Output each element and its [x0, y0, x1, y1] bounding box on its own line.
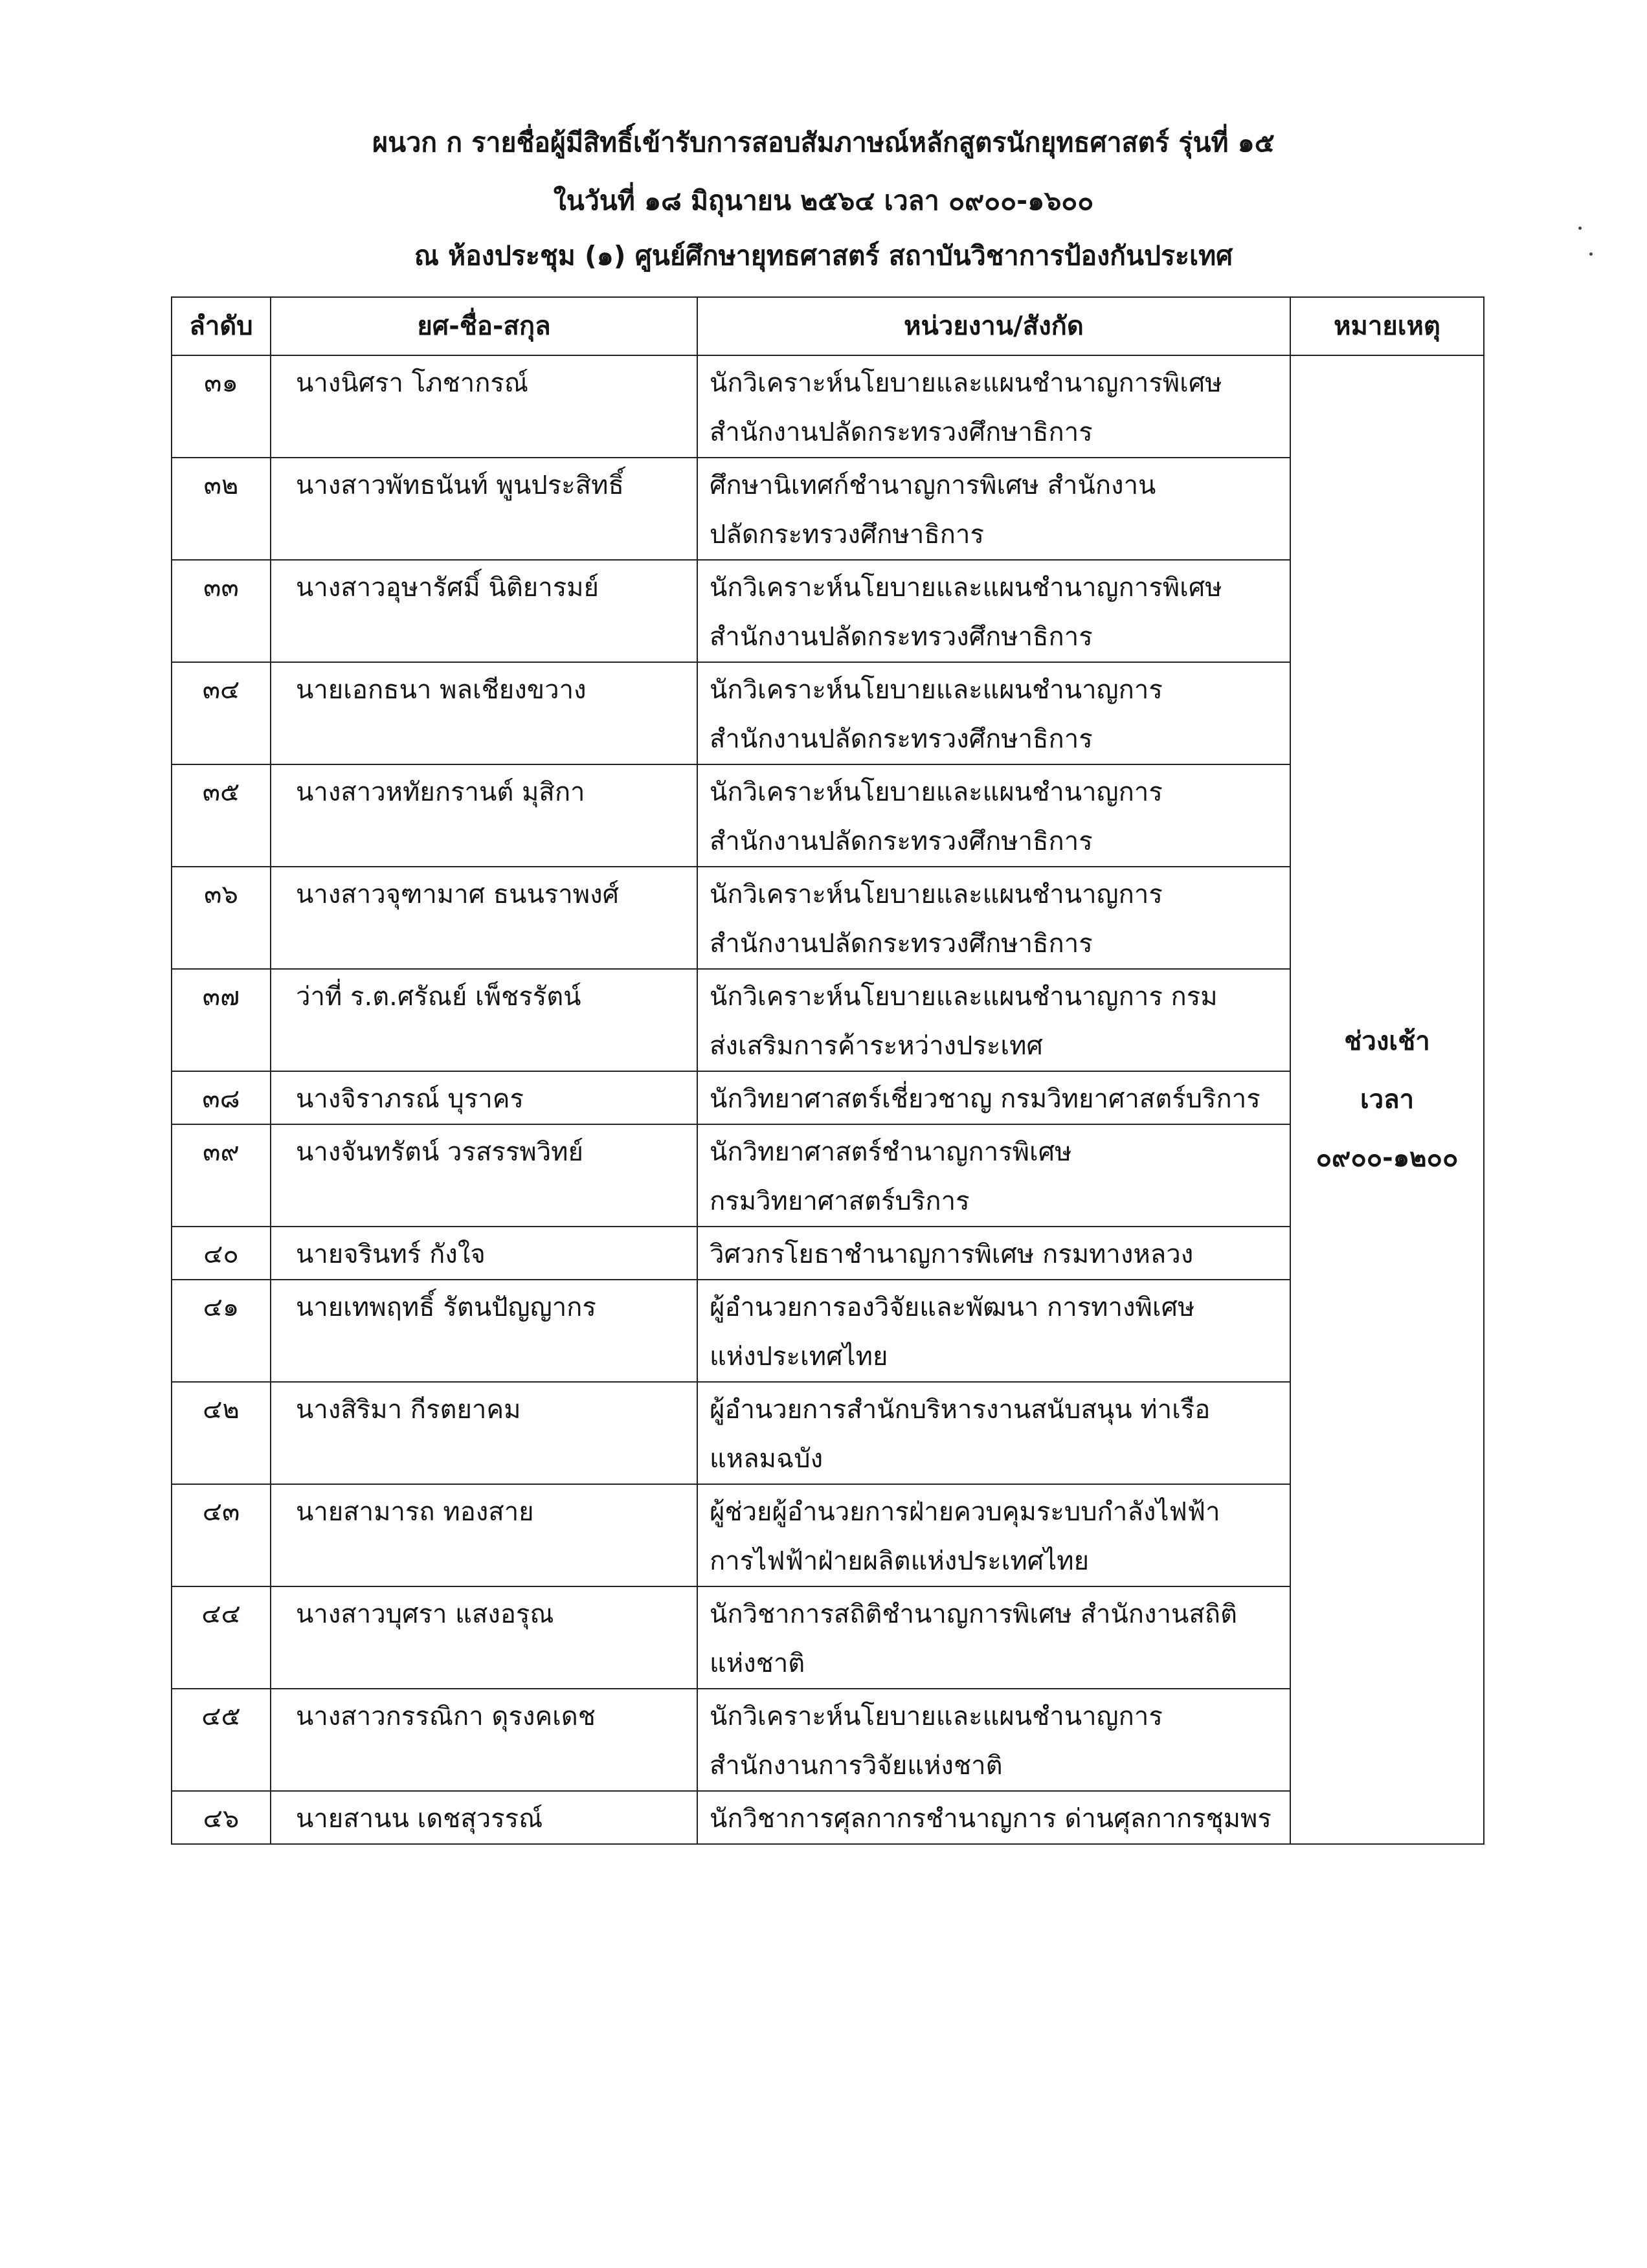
candidate-name: นางสาวหทัยกรานต์ มุสิกา: [271, 764, 697, 867]
department-line: นักวิเคราะห์นโยบายและแผนชำนาญการ กรม: [710, 982, 1218, 1012]
table-row: [172, 1791, 1484, 1844]
candidate-department: [697, 1484, 1290, 1586]
table-row: [172, 1071, 1484, 1124]
department-line: นักวิทยาศาสตร์ชำนาญการพิเศษ: [710, 1137, 1072, 1167]
department-line: สำนักงานการวิจัยแห่งชาติ: [710, 1751, 1003, 1781]
candidate-name: ว่าที่ ร.ต.ศรัณย์ เพ็ชรรัตน์: [271, 969, 697, 1071]
document-title-line-3: ณ ห้องประชุม (๑) ศูนย์ศึกษายุทธศาสตร์ สถาบันวิชาการป้องกันประเทศ: [414, 240, 1233, 271]
column-header-remark: หมายเหตุ: [1290, 297, 1484, 355]
scan-speck: [1578, 227, 1582, 230]
department-line: วิศวกรโยธาชำนาญการพิเศษ กรมทางหลวง: [710, 1240, 1194, 1269]
department-line: แห่งชาติ: [710, 1649, 805, 1678]
candidate-name: นางสาวพัทธนันท์ พูนประสิทธิ์: [271, 458, 697, 560]
row-number: ๓๒: [172, 458, 271, 560]
department-line: ผู้ช่วยผู้อำนวยการฝ่ายควบคุมระบบกำลังไฟฟ้า: [710, 1497, 1220, 1527]
row-number: ๔๓: [172, 1484, 271, 1586]
table-row: [172, 662, 1484, 764]
candidate-name: นางจิราภรณ์ บุราคร: [271, 1071, 697, 1124]
candidate-department: [697, 458, 1290, 560]
row-number: ๔๕: [172, 1689, 271, 1791]
candidate-department: [697, 1280, 1290, 1382]
column-header-no: ลำดับ: [172, 297, 271, 355]
row-number: ๔๔: [172, 1586, 271, 1689]
row-number: ๔๖: [172, 1791, 271, 1844]
table-row: [172, 1227, 1484, 1280]
candidate-department: [697, 764, 1290, 867]
department-line: นักวิทยาศาสตร์เชี่ยวชาญ กรมวิทยาศาสตร์บริการ: [710, 1084, 1260, 1114]
candidate-department: [697, 867, 1290, 969]
department-line: นักวิชาการสถิติชำนาญการพิเศษ สำนักงานสถิติ: [710, 1599, 1237, 1629]
table-row: [172, 458, 1484, 560]
table-row: [172, 764, 1484, 867]
table-row: [172, 867, 1484, 969]
department-line: นักวิเคราะห์นโยบายและแผนชำนาญการ: [710, 777, 1163, 807]
session-remark: [1290, 355, 1484, 1844]
document-title-line-1: ผนวก ก รายชื่อผู้มีสิทธิ์เข้ารับการสอบสัมภาษณ์หลักสูตรนักยุทธศาสตร์ รุ่นที่ ๑๕: [372, 127, 1275, 158]
candidate-name: นางสิริมา กีรตยาคม: [271, 1382, 697, 1484]
candidate-name: นางนิศรา โภชากรณ์: [271, 355, 697, 458]
row-number: ๔๐: [172, 1227, 271, 1280]
department-line: นักวิเคราะห์นโยบายและแผนชำนาญการ: [710, 675, 1163, 705]
row-number: ๓๓: [172, 560, 271, 662]
column-header-department: หน่วยงาน/สังกัด: [697, 297, 1290, 355]
department-line: สำนักงานปลัดกระทรวงศึกษาธิการ: [710, 622, 1093, 652]
department-line: ส่งเสริมการค้าระหว่างประเทศ: [710, 1031, 1043, 1061]
table-row: [172, 1382, 1484, 1484]
candidate-name: นายเอกธนา พลเชียงขวาง: [271, 662, 697, 764]
column-header-name: ยศ-ชื่อ-สกุล: [271, 297, 697, 355]
row-number: ๓๘: [172, 1071, 271, 1124]
candidate-name: นายเทพฤทธิ์ รัตนปัญญากร: [271, 1280, 697, 1382]
row-number: ๓๗: [172, 969, 271, 1071]
row-number: ๓๑: [172, 355, 271, 458]
candidate-name: นางสาวบุศรา แสงอรุณ: [271, 1586, 697, 1689]
table-row: [172, 355, 1484, 458]
row-number: ๓๖: [172, 867, 271, 969]
session-label: ช่วงเช้า: [1344, 1027, 1430, 1056]
table-row: [172, 1124, 1484, 1227]
candidate-department: [697, 662, 1290, 764]
candidate-name: นางสาวจุฑามาศ ธนนราพงศ์: [271, 867, 697, 969]
candidate-table: [171, 296, 1485, 1845]
department-line: การไฟฟ้าฝ่ายผลิตแห่งประเทศไทย: [710, 1546, 1090, 1576]
row-number: ๔๑: [172, 1280, 271, 1382]
row-number: ๓๔: [172, 662, 271, 764]
table-row: [172, 1280, 1484, 1382]
department-line: ผู้อำนวยการองวิจัยและพัฒนา การทางพิเศษ: [710, 1293, 1195, 1322]
department-line: นักวิชาการศุลกากรชำนาญการ ด่านศุลกากรชุมพร: [710, 1804, 1272, 1834]
candidate-name: นางจันทรัตน์ วรสรรพวิทย์: [271, 1124, 697, 1227]
department-line: ศึกษานิเทศก์ชำนาญการพิเศษ สำนักงาน: [710, 471, 1156, 500]
department-line: สำนักงานปลัดกระทรวงศึกษาธิการ: [710, 929, 1093, 959]
scan-speck: [1589, 252, 1593, 256]
row-number: ๔๒: [172, 1382, 271, 1484]
department-line: สำนักงานปลัดกระทรวงศึกษาธิการ: [710, 724, 1093, 754]
table-row: [172, 1689, 1484, 1791]
department-line: นักวิเคราะห์นโยบายและแผนชำนาญการ: [710, 1702, 1163, 1731]
department-line: นักวิเคราะห์นโยบายและแผนชำนาญการ: [710, 880, 1163, 909]
candidate-name: นายสามารถ ทองสาย: [271, 1484, 697, 1586]
table-row: [172, 1586, 1484, 1689]
candidate-department: [697, 1791, 1290, 1844]
candidate-department: [697, 1382, 1290, 1484]
candidate-department: [697, 355, 1290, 458]
candidate-department: [697, 560, 1290, 662]
candidate-department: [697, 1586, 1290, 1689]
candidate-name: นายสานน เดชสุวรรณ์: [271, 1791, 697, 1844]
candidate-name: นางสาวอุษารัศมิ์ นิติยารมย์: [271, 560, 697, 662]
table-row: [172, 560, 1484, 662]
department-line: สำนักงานปลัดกระทรวงศึกษาธิการ: [710, 827, 1093, 856]
department-line: แหลมฉบัง: [710, 1444, 824, 1474]
department-line: ปลัดกระทรวงศึกษาธิการ: [710, 520, 984, 550]
department-line: แห่งประเทศไทย: [710, 1342, 888, 1372]
candidate-department: [697, 1689, 1290, 1791]
candidate-department: [697, 969, 1290, 1071]
table-row: [172, 969, 1484, 1071]
department-line: กรมวิทยาศาสตร์บริการ: [710, 1186, 970, 1216]
row-number: ๓๙: [172, 1124, 271, 1227]
department-line: ผู้อำนวยการสำนักบริหารงานสนับสนุน ท่าเรือ: [710, 1395, 1211, 1425]
candidate-name: นายจรินทร์ กังใจ: [271, 1227, 697, 1280]
table-header-row: [172, 297, 1484, 355]
department-line: สำนักงานปลัดกระทรวงศึกษาธิการ: [710, 417, 1093, 447]
candidate-name: นางสาวกรรณิกา ดุรงคเดช: [271, 1689, 697, 1791]
document-title-line-2: ในวันที่ ๑๘ มิถุนายน ๒๕๖๔ เวลา ๐๙๐๐-๑๖๐๐: [553, 185, 1094, 216]
candidate-department: [697, 1124, 1290, 1227]
row-number: ๓๕: [172, 764, 271, 867]
table-body: [172, 355, 1484, 1844]
candidate-department: [697, 1227, 1290, 1280]
candidate-department: [697, 1071, 1290, 1124]
department-line: นักวิเคราะห์นโยบายและแผนชำนาญการพิเศษ: [710, 368, 1222, 398]
table-row: [172, 1484, 1484, 1586]
department-line: นักวิเคราะห์นโยบายและแผนชำนาญการพิเศษ: [710, 573, 1222, 603]
session-time: เวลา ๐๙๐๐-๑๒๐๐: [1316, 1085, 1459, 1173]
